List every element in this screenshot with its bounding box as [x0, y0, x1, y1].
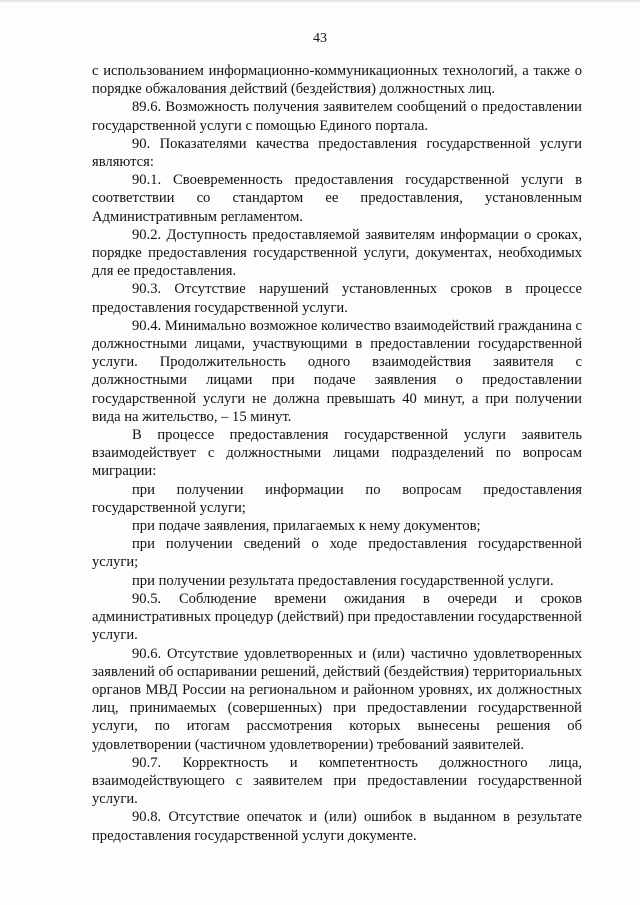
list-item-status: при получении сведений о ходе предоставления государственной услуги; — [92, 536, 582, 571]
list-item-result: при получении результата предоставления государственной услуги. — [132, 572, 554, 589]
paragraph-90-8: 90.8. Отсутствие опечаток и (или) ошибок в выданном в результате предоставления государственной услуги документе. — [92, 809, 582, 844]
paragraph-90-4: 90.4. Минимально возможное количество взаимодействий гражданина с должностными лицами, участвующими в предоставлении государственной услуги. Продолжительность одного взаимодействия заявителя с должностными лицами при подаче заявления о предоставлении государственной услуги не должна превышать 40 минут, а при получении вида на жительство, – 15 минут. — [92, 317, 582, 425]
page-number: 43 — [313, 31, 327, 46]
paragraph-90-7: 90.7. Корректность и компетентность должностного лица, взаимодействующего с заявителем при предоставлении государственной услуги. — [92, 754, 582, 808]
page-top-edge — [0, 0, 640, 2]
list-item-application: при подаче заявления, прилагаемых к нему документов; — [132, 518, 481, 535]
paragraph-90-3: 90.3. Отсутствие нарушений установленных сроков в процессе предоставления государственной услуги. — [92, 281, 582, 316]
paragraph-89-6: 89.6. Возможность получения заявителем сообщений о предоставлении государственной услуги с помощью Единого портала. — [92, 99, 582, 134]
paragraph-interaction-intro: В процессе предоставления государственной услуги заявитель взаимодействует с должностными лицами подразделений по вопросам миграции: — [92, 427, 582, 480]
paragraph-90-2: 90.2. Доступность предоставляемой заявителям информации о сроках, порядке предоставления государственной услуги, документах, необходимых для ее предоставления. — [92, 226, 582, 280]
paragraph-continuation: с использованием информационно-коммуникационных технологий, а также о порядке обжалования действий (бездействия) должностных лиц. — [92, 63, 582, 98]
document-body — [92, 62, 582, 845]
paragraph-90: 90. Показателями качества предоставления государственной услуги являются: — [92, 135, 582, 171]
list-item-info: при получении информации по вопросам предоставления государственной услуги; — [92, 481, 582, 516]
paragraph-90-5: 90.5. Соблюдение времени ожидания в очереди и сроков административных процедур (действий) при предоставлении государственной услуги. — [92, 590, 582, 644]
paragraph-90-1: 90.1. Своевременность предоставления государственной услуги в соответствии со стандартом ее предоставления, установленным Административным регламентом. — [92, 172, 582, 225]
paragraph-90-6: 90.6. Отсутствие удовлетворенных и (или) частично удовлетворенных заявлений об оспаривании решений, действий (бездействия) территориальных органов МВД России на региональном и районном уровнях, их должностных лиц, принимаемых (совершенных) при предоставлении государственной услуги, по итогам рассмотрения которых вынесены решения об удовлетворении (частичном удовлетворении) требований заявителей. — [92, 645, 582, 753]
